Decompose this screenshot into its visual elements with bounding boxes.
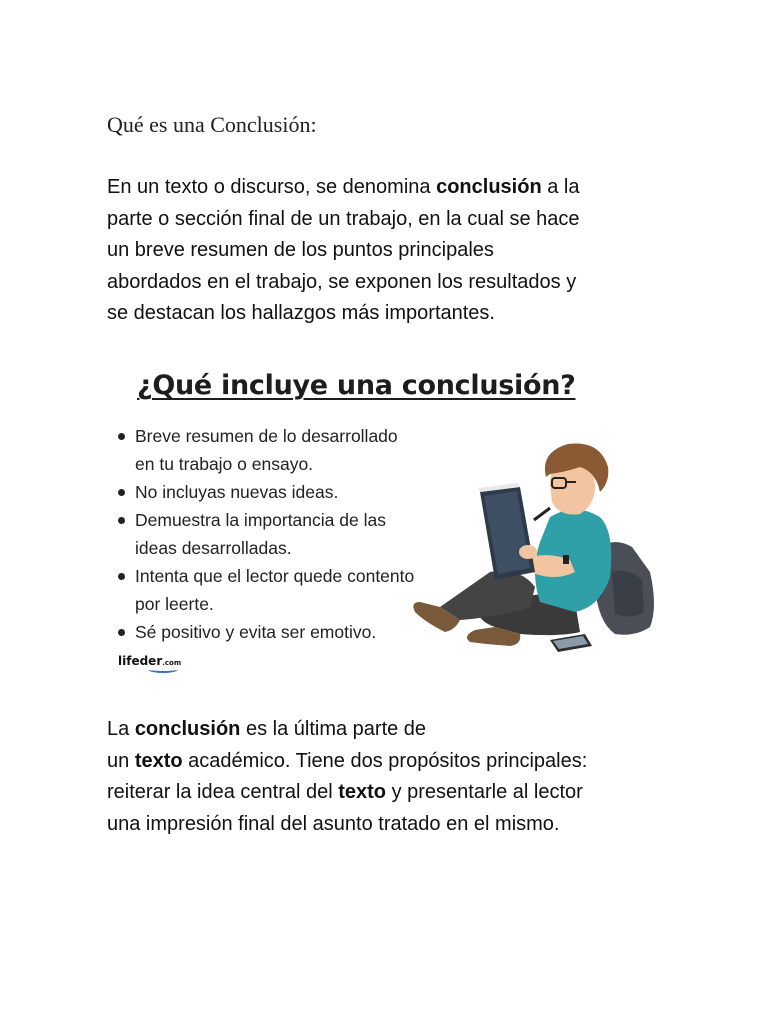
brand-suffix: .com xyxy=(162,659,182,667)
text-run: un breve resumen de los puntos principales xyxy=(107,239,494,261)
bullet-text: Intenta que el lector quede contento por leerte. xyxy=(135,566,415,614)
text-run: una impresión final del asunto tratado en el mismo. xyxy=(107,812,560,835)
watch-icon xyxy=(563,555,569,564)
bullet-dot-icon xyxy=(118,629,125,636)
bullet-text: Demuestra la importancia de las ideas desarrolladas. xyxy=(135,510,386,558)
text-run: La xyxy=(107,718,135,740)
bullet-dot-icon xyxy=(118,517,125,524)
text-run: parte o sección final de un trabajo, en la cual se hace xyxy=(107,207,580,230)
book-icon xyxy=(478,483,535,580)
bold-term: conclusión xyxy=(436,176,542,198)
paragraph-line xyxy=(107,746,667,778)
intro-paragraph xyxy=(107,172,667,330)
page-title: Qué es una Conclusión: xyxy=(107,112,317,137)
student-head xyxy=(545,443,608,514)
infographic xyxy=(110,362,670,692)
paragraph-line xyxy=(107,172,667,204)
text-run: se destacan los hallazgos más importantes. xyxy=(107,302,495,324)
bullet-text: Breve resumen de lo desarrollado en tu trabajo o ensayo. xyxy=(135,426,398,474)
bullet-dot-icon xyxy=(118,573,125,580)
tablet-icon xyxy=(550,634,592,652)
text-run: En un texto o discurso, se denomina xyxy=(107,176,437,198)
bold-term: conclusión xyxy=(134,718,241,740)
text-run: es la última parte de xyxy=(240,718,427,740)
text-run: reiterar la idea central del xyxy=(107,781,339,803)
closing-paragraph xyxy=(107,714,667,840)
paragraph-line xyxy=(107,777,667,809)
infographic-heading: ¿Qué incluye una conclusión? xyxy=(137,370,576,401)
brand-swoosh-icon xyxy=(148,666,178,673)
brand-logo xyxy=(118,654,181,668)
student-reading-illustration xyxy=(400,422,670,662)
text-run: abordados en el trabajo, se exponen los resultados y xyxy=(107,270,577,293)
text-run: a la xyxy=(541,176,580,198)
text-run: un xyxy=(107,749,135,772)
bullet-text: No incluyas nuevas ideas. xyxy=(135,482,339,502)
paragraph-line xyxy=(107,298,667,330)
bullet-dot-icon xyxy=(118,489,125,496)
paragraph-line xyxy=(107,267,667,299)
bullet-dot-icon xyxy=(118,433,125,440)
bold-term: texto xyxy=(134,749,183,772)
paragraph-line xyxy=(107,714,667,746)
brand-name: lifeder xyxy=(118,654,163,668)
paragraph-line xyxy=(107,809,667,841)
text-run: y presentarle al lector xyxy=(386,781,583,803)
paragraph-line xyxy=(107,235,667,267)
paragraph-line xyxy=(107,204,667,236)
bold-term: texto xyxy=(338,781,387,803)
text-run: académico. Tiene dos propósitos principales: xyxy=(182,749,588,772)
bullet-text: Sé positivo y evita ser emotivo. xyxy=(135,622,377,642)
